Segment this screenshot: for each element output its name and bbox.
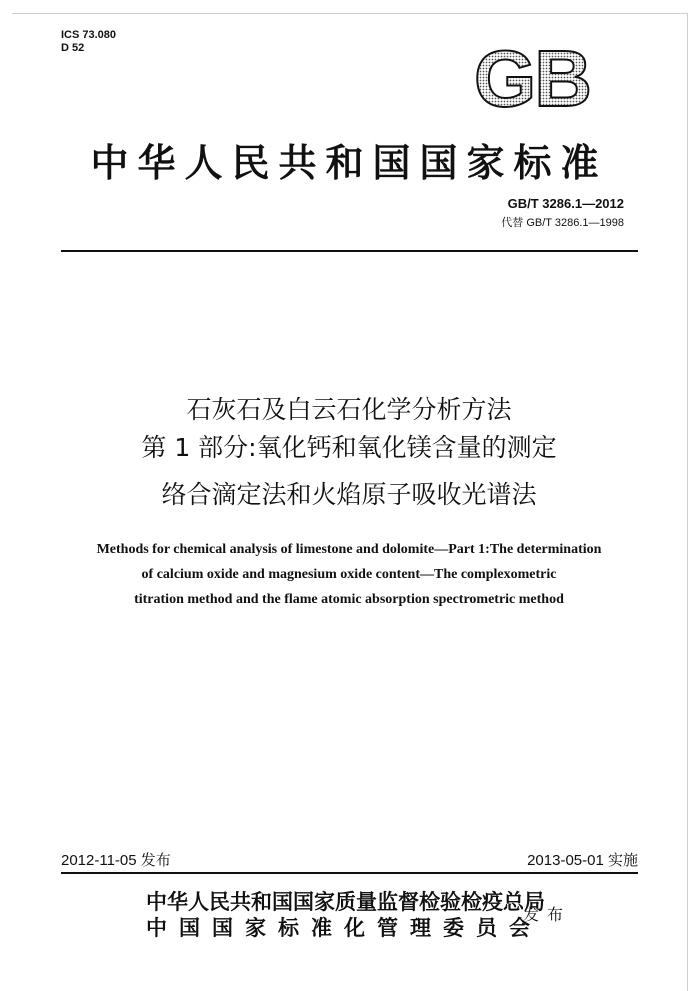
issuer-line-2: 中国国家标准化管理委员会 [146,915,542,940]
english-title-line-2: of calcium oxide and magnesium oxide content—The complexometric [141,567,557,582]
issuer-line-1: 中华人民共和国国家质量监督检验检疫总局 [146,889,545,914]
svg-text:GB: GB [474,43,590,111]
ccs-code: D 52 [61,42,85,54]
standard-number: GB/T 3286.1—2012 [507,196,624,211]
replaced-standard: 代替 GB/T 3286.1—1998 [501,217,624,229]
english-title-line-1: Methods for chemical analysis of limestone and dolomite—Part 1:The determination [96,542,602,557]
chinese-title-line-3: 络合滴定法和火焰原子吸收光谱法 [161,480,537,509]
chinese-title-line-2: 第 1 部分:氧化钙和氧化镁含量的测定 [141,433,557,462]
implementation-date: 2013-05-01 实施 [527,852,638,869]
right-border-line [687,13,688,991]
gb-logo [461,43,603,111]
publish-label: 发布 [523,905,572,924]
standard-category-title: 中华人民共和国国家标准 [90,140,608,185]
english-title-line-3: titration method and the flame atomic absorption spectrometric method [134,592,564,607]
issue-date: 2012-11-05 发布 [61,852,171,869]
ics-code: ICS 73.080 [61,29,117,41]
top-border-line [12,13,688,14]
chinese-title-line-1: 石灰石及白云石化学分析方法 [186,395,512,424]
footer-divider [61,872,638,874]
classification-codes [61,29,116,55]
header-divider [61,250,638,252]
